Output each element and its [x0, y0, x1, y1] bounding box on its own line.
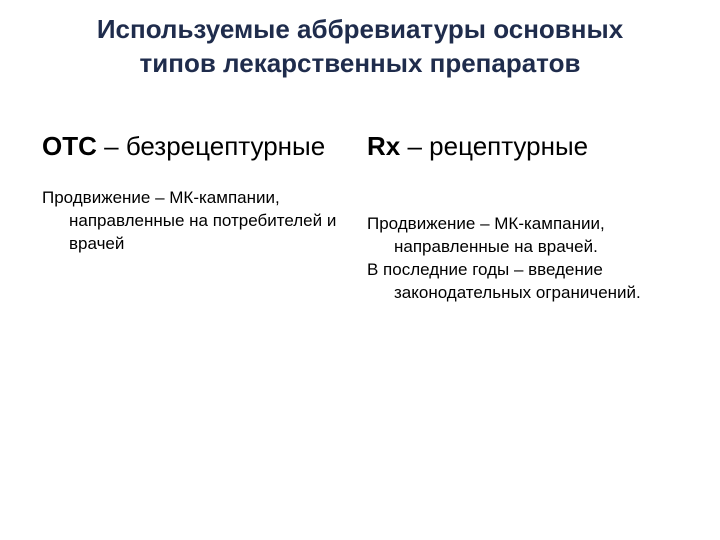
slide-title [40, 12, 680, 80]
rx-heading [367, 130, 687, 162]
otc-abbreviation: ОТС [42, 131, 97, 161]
otc-body [42, 186, 347, 255]
otc-description: безрецептурные [125, 131, 326, 161]
rx-dash: – [400, 131, 430, 161]
rx-promotion-text: Продвижение – МК-кампании, направленные на врачей. [367, 214, 605, 256]
otc-column [42, 130, 347, 255]
slide-title-line-2: типов лекарственных препаратов [139, 48, 581, 78]
otc-dash: – [96, 131, 126, 161]
otc-heading [42, 130, 347, 162]
rx-abbreviation: Rx [367, 131, 401, 161]
rx-description: рецептурные [429, 131, 589, 161]
otc-promotion-text: Продвижение – МК-кампании, направленные на потребителей и врачей [42, 188, 337, 253]
slide-title-line-1: Используемые аббревиатуры основных [96, 14, 624, 44]
rx-body [367, 212, 687, 304]
rx-restrictions-text: В последние годы – введение законодательных ограничений. [367, 260, 641, 302]
rx-column [367, 130, 687, 304]
